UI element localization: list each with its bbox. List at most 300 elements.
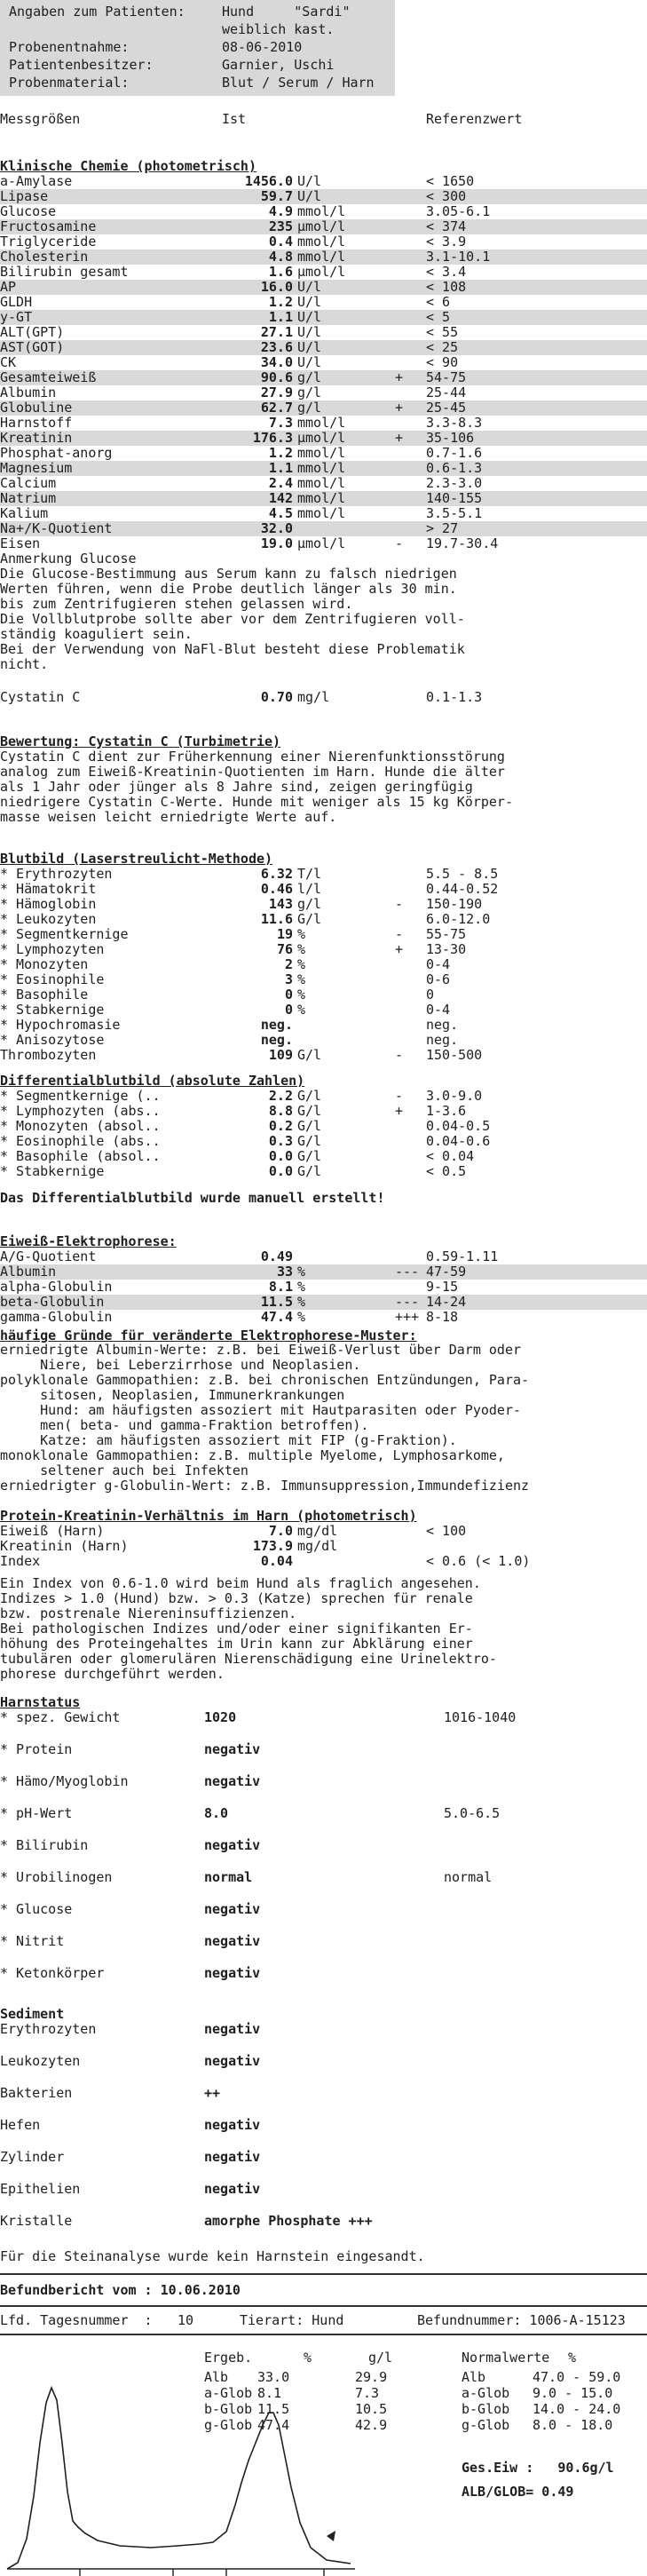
cell-name: Globuline — [0, 400, 73, 416]
cell-name: Epithelien — [0, 2181, 81, 2197]
cell-unit: mg/dl — [297, 1523, 338, 1539]
cell-unit: G/l — [297, 911, 322, 927]
table-row — [0, 987, 647, 1003]
table-row — [0, 506, 647, 521]
cell-name: Index — [0, 1553, 41, 1569]
cell-name: Zylinder — [0, 2149, 65, 2165]
table-row — [0, 295, 647, 310]
cell-unit: U/l — [297, 324, 322, 340]
cell-name: Lipase — [0, 188, 49, 204]
cell-value: 4.8 — [268, 249, 293, 265]
fraction-pct: 8.1 — [257, 2385, 282, 2401]
cell-ref: 14-24 — [426, 1294, 467, 1310]
patient-info-box: Angaben zum Patienten: Hund "Sardi" weiblich kast. Probenentnahme: 08-06-2010 Patientenbesitzer: Garnier, Uschi Probenmaterial: Blut / Serum / Harn — [0, 0, 395, 96]
cell-ref: < 374 — [426, 218, 467, 234]
table-row — [0, 1104, 647, 1119]
table-row — [0, 1966, 647, 1981]
cell-value: 19.0 — [260, 535, 293, 551]
cell-ref: < 55 — [426, 324, 459, 340]
table-row — [0, 1018, 647, 1033]
table-row — [0, 1264, 647, 1280]
diff-title: Differentialblutbild (absolute Zahlen) — [0, 1073, 305, 1089]
fraction-gl: 42.9 — [355, 2417, 388, 2433]
cell-name: Gesamteiweiß — [0, 369, 97, 385]
cell-value: negativ — [204, 1933, 261, 1949]
cell-ref: 0.6-1.3 — [426, 460, 483, 476]
cell-name: * Basophile (absol.. — [0, 1148, 161, 1164]
cell-value: negativ — [204, 2053, 261, 2069]
table-row — [0, 1280, 647, 1295]
fraction-row — [204, 2369, 639, 2385]
fraction-norm: 47.0 - 59.0 — [533, 2369, 621, 2385]
cell-name: Cholesterin — [0, 249, 89, 265]
cell-name: Eiweiß (Harn) — [0, 1523, 105, 1539]
cell-value: negativ — [204, 2117, 261, 2133]
cell-name: * Segmentkernige — [0, 926, 129, 942]
cell-value: 143 — [268, 896, 293, 912]
cell-ref: neg. — [426, 1017, 459, 1033]
cell-ref: 0-6 — [426, 971, 451, 987]
table-row — [0, 446, 647, 461]
table-row — [0, 325, 647, 340]
table-row — [0, 416, 647, 431]
cell-unit: mmol/l — [297, 445, 346, 461]
cell-name: * Segmentkernige (.. — [0, 1088, 161, 1104]
cell-ref: 25-44 — [426, 384, 467, 400]
table-row — [0, 1164, 647, 1179]
cell-value: 1.6 — [268, 264, 293, 280]
cell-unit: G/l — [297, 1088, 322, 1104]
fraction-gl: 29.9 — [355, 2369, 388, 2385]
cell-value: 173.9 — [252, 1538, 293, 1554]
cell-value: 47.4 — [260, 1309, 293, 1325]
cell-value: negativ — [204, 1837, 261, 1853]
cell-value: 235 — [268, 218, 293, 234]
cell-name: Thrombozyten — [0, 1047, 97, 1063]
cell-value: 0.3 — [268, 1133, 293, 1149]
cell-ref: < 90 — [426, 354, 459, 370]
cell-unit: % — [297, 971, 306, 987]
cell-name: Na+/K-Quotient — [0, 520, 113, 536]
table-row — [0, 340, 647, 355]
cell-ref: 8-18 — [426, 1309, 459, 1325]
cell-value: 1.1 — [268, 460, 293, 476]
cell-value: neg. — [260, 1032, 293, 1048]
table-row — [0, 1554, 647, 1569]
cell-unit: µmol/l — [297, 430, 346, 446]
cell-unit: U/l — [297, 173, 322, 189]
cell-value: amorphe Phosphate +++ — [204, 2213, 373, 2229]
cell-ref: 0.04-0.6 — [426, 1133, 491, 1149]
elektro-reasons-title: häufige Gründe für veränderte Elektrophorese-Muster: — [0, 1328, 417, 1343]
cell-value: 33 — [276, 1264, 293, 1280]
cell-name: * Hypochromasie — [0, 1017, 121, 1033]
fraction-gl: 10.5 — [355, 2401, 388, 2417]
cell-unit: G/l — [297, 1103, 322, 1119]
table-row — [0, 370, 647, 385]
diff-note: Das Differentialblutbild wurde manuell erstellt! — [0, 1190, 385, 1206]
cell-ref: 0.7-1.6 — [426, 445, 483, 461]
harn-title: Harnstatus — [0, 1694, 81, 1710]
cell-value: 1.1 — [268, 309, 293, 325]
cell-unit: mmol/l — [297, 415, 346, 431]
column-header: Messgrößen Ist Referenzwert — [0, 111, 523, 127]
cell-value: 1.2 — [268, 445, 293, 461]
cell-value: negativ — [204, 2149, 261, 2165]
cell-flag: + — [395, 400, 404, 416]
cell-unit: mg/dl — [297, 1538, 338, 1554]
cell-value: 6.32 — [260, 866, 293, 882]
cell-value: 2 — [284, 956, 293, 972]
cell-flag: + — [395, 1103, 404, 1119]
cell-ref: 0 — [426, 987, 435, 1003]
cell-name: * Lymphozyten — [0, 941, 105, 957]
table-row — [0, 1033, 647, 1048]
cell-unit: U/l — [297, 294, 322, 310]
cell-unit: U/l — [297, 354, 322, 370]
blutbild-title: Blutbild (Laserstreulicht-Methode) — [0, 851, 273, 867]
cell-unit: G/l — [297, 1133, 322, 1149]
alb-glob-ratio: ALB/GLOB= 0.49 — [462, 2484, 574, 2500]
table-row — [0, 219, 647, 234]
table-row — [0, 897, 647, 912]
table-row — [0, 882, 647, 897]
cell-unit: % — [297, 956, 306, 972]
table-row — [0, 1134, 647, 1149]
cell-value: 0.0 — [268, 1148, 293, 1164]
cell-value: 19 — [276, 926, 293, 942]
cell-ref: 5.5 - 8.5 — [426, 866, 499, 882]
table-row — [0, 1089, 647, 1104]
table-row — [0, 461, 647, 476]
cell-name: Triglyceride — [0, 234, 97, 250]
cell-value: 0 — [284, 987, 293, 1003]
table-row — [0, 2214, 647, 2229]
cell-ref: 2.3-3.0 — [426, 475, 483, 491]
table-row — [0, 250, 647, 265]
cell-value: 1.2 — [268, 294, 293, 310]
cell-value: 62.7 — [260, 400, 293, 416]
cell-value: negativ — [204, 2181, 261, 2197]
cell-unit: g/l — [297, 384, 322, 400]
fraction-row — [204, 2417, 639, 2433]
cell-name: Magnesium — [0, 460, 73, 476]
cell-ref: < 300 — [426, 188, 467, 204]
cell-unit: % — [297, 1002, 306, 1018]
cell-unit: % — [297, 987, 306, 1003]
table-row — [0, 1806, 647, 1821]
cell-value: negativ — [204, 2021, 261, 2037]
cell-value: 27.9 — [260, 384, 293, 400]
table-row — [0, 431, 647, 446]
fraction-norm: 14.0 - 24.0 — [533, 2401, 621, 2417]
table-row — [0, 957, 647, 972]
fraction-norm: 8.0 - 18.0 — [533, 2417, 613, 2433]
cell-name: * Erythrozyten — [0, 866, 113, 882]
cell-name: Natrium — [0, 490, 57, 506]
fraction-pct: 47.4 — [257, 2417, 290, 2433]
cell-value: 8.1 — [268, 1279, 293, 1295]
cell-unit: µmol/l — [297, 535, 346, 551]
cell-name: * Hämatokrit — [0, 881, 97, 897]
cell-value: ++ — [204, 2085, 221, 2101]
cell-unit: mmol/l — [297, 475, 346, 491]
cystatin-row: Cystatin C 0.70 mg/l 0.1-1.3 — [0, 689, 483, 705]
table-row — [0, 2182, 647, 2197]
cell-value: 76 — [276, 941, 293, 957]
cell-ref: 25-45 — [426, 400, 467, 416]
cell-ref: 9-15 — [426, 1279, 459, 1295]
cell-name: * Monozyten — [0, 956, 89, 972]
table-row — [0, 1524, 647, 1539]
cell-name: CK — [0, 354, 17, 370]
table-row — [0, 1249, 647, 1264]
cell-name: GLDH — [0, 294, 33, 310]
cell-name: * spez. Gewicht — [0, 1709, 121, 1725]
cell-value: negativ — [204, 1965, 261, 1981]
cell-flag: - — [395, 1088, 404, 1104]
protein-title: Protein-Kreatinin-Verhältnis im Harn (photometrisch) — [0, 1508, 417, 1524]
cell-value: 23.6 — [260, 339, 293, 355]
table-row — [0, 1310, 647, 1325]
fraction-name: g-Glob — [462, 2417, 510, 2433]
cell-name: * Lymphozyten (abs.. — [0, 1103, 161, 1119]
cell-name: Albumin — [0, 384, 57, 400]
cell-unit: mmol/l — [297, 460, 346, 476]
cell-ref: < 25 — [426, 339, 459, 355]
cell-ref: 3.1-10.1 — [426, 249, 491, 265]
cell-value: 32.0 — [260, 520, 293, 536]
cell-value: 8.0 — [204, 1805, 229, 1821]
cell-name: Kristalle — [0, 2213, 73, 2229]
table-row — [0, 521, 647, 536]
cell-value: 27.1 — [260, 324, 293, 340]
glucose-note-title: Anmerkung Glucose — [0, 551, 137, 567]
cell-value: 109 — [268, 1047, 293, 1063]
cell-flag: - — [395, 926, 404, 942]
cell-name: Fructosamine — [0, 218, 97, 234]
cell-name: Bakterien — [0, 2085, 73, 2101]
cell-name: * pH-Wert — [0, 1805, 73, 1821]
table-row — [0, 1710, 647, 1725]
elektro-title: Eiweiß-Elektrophorese: — [0, 1233, 177, 1249]
cell-unit: % — [297, 1279, 306, 1295]
table-row — [0, 280, 647, 295]
glucose-note-text: Die Glucose-Bestimmung aus Serum kann zu falsch niedrigen Werten führen, wenn die Probe deutlich länger als 30 min. bis zum Zentrifugieren stehen gelassen wird. Die Vollblutprobe sollte aber vor dem Zentrifugieren voll- ständig koaguliert sein. Bei der Verwendung von NaFl-Blut besteht diese Problematik nicht. — [0, 566, 465, 672]
cell-flag: - — [395, 535, 404, 551]
cell-value: negativ — [204, 1901, 261, 1917]
fraction-head-row: Ergeb. % g/l Normalwerte % — [204, 2350, 577, 2366]
fraction-name: b-Glob — [204, 2401, 253, 2417]
cell-unit: U/l — [297, 309, 322, 325]
cell-ref: < 100 — [426, 1523, 467, 1539]
table-row — [0, 1149, 647, 1164]
cell-name: * Ketonkörper — [0, 1965, 105, 1981]
cell-unit: % — [297, 926, 306, 942]
cell-ref: 0.44-0.52 — [426, 881, 499, 897]
cell-value: 0.2 — [268, 1118, 293, 1134]
cell-value: 7.3 — [268, 415, 293, 431]
table-row — [0, 942, 647, 957]
cell-name: * Stabkernige — [0, 1163, 105, 1179]
cell-value: 142 — [268, 490, 293, 506]
divider-2 — [0, 2305, 647, 2307]
cystatin-note-title: Bewertung: Cystatin C (Turbimetrie) — [0, 733, 281, 749]
cell-value: 0.04 — [260, 1553, 293, 1569]
table-row — [0, 1838, 647, 1853]
cell-name: * Leukozyten — [0, 911, 97, 927]
table-row — [0, 1774, 647, 1789]
cell-flag: + — [395, 430, 404, 446]
harn-note: Für die Steinanalyse wurde kein Harnstein eingesandt. — [0, 2248, 425, 2264]
table-row — [0, 189, 647, 204]
cell-ref: 3.5-5.1 — [426, 505, 483, 521]
cell-value: 16.0 — [260, 279, 293, 295]
table-row — [0, 310, 647, 325]
table-row — [0, 1742, 647, 1757]
cell-flag: +++ — [395, 1309, 420, 1325]
table-row — [0, 265, 647, 280]
table-row — [0, 174, 647, 189]
elektro-reasons-text: erniedrigte Albumin-Werte: z.B. bei Eiweiß-Verlust über Darm oder Niere, bei Leberzirrhose und Neoplasien. polyklonale Gammopathien: z.B. bei chronischen Entzündungen, Para- sitosen, Neoplasien, Immunerkrankungen Hund: am häufigsten assoziert mit Hautparasiten oder Pyoder- men( beta- und gamma-Fraktion betroffen). Katze: am häufigsten assoziert mit FIP (g-Fraktion). monoklonale Gammopathien: z.B. multiple Myelome, Lymphosarkome, seltener auch bei Infekten erniedrigter g-Globulin-Wert: z.B. Immunsuppression,Immundefizienz — [0, 1342, 530, 1494]
cell-ref: 13-30 — [426, 941, 467, 957]
fraction-name: Alb — [462, 2369, 486, 2385]
cell-ref: 3.3-8.3 — [426, 415, 483, 431]
cell-ref: < 3.9 — [426, 234, 467, 250]
fraction-row — [204, 2385, 639, 2401]
table-row — [0, 912, 647, 927]
cell-name: * Anisozytose — [0, 1032, 105, 1048]
cell-unit: % — [297, 1309, 306, 1325]
cell-value: 11.6 — [260, 911, 293, 927]
cell-flag: --- — [395, 1294, 420, 1310]
cell-name: Leukozyten — [0, 2053, 81, 2069]
ges-eiw: Ges.Eiw : 90.6g/l — [462, 2460, 614, 2476]
cell-unit: mmol/l — [297, 490, 346, 506]
divider-1 — [0, 2273, 647, 2275]
table-row — [0, 491, 647, 506]
cell-value: 34.0 — [260, 354, 293, 370]
cell-ref: < 0.04 — [426, 1148, 475, 1164]
cell-ref: < 108 — [426, 279, 467, 295]
cell-unit: U/l — [297, 188, 322, 204]
cell-name: alpha-Globulin — [0, 1279, 113, 1295]
cell-unit: % — [297, 1264, 306, 1280]
fraction-name: a-Glob — [204, 2385, 253, 2401]
table-row — [0, 2150, 647, 2165]
cell-ref: neg. — [426, 1032, 459, 1048]
divider-3 — [0, 2334, 647, 2335]
cell-value: 0.46 — [260, 881, 293, 897]
cell-unit: % — [297, 1294, 306, 1310]
fraction-norm: 9.0 - 15.0 — [533, 2385, 613, 2401]
table-row — [0, 1295, 647, 1310]
cell-name: Kalium — [0, 505, 49, 521]
cell-value: 1456.0 — [244, 173, 293, 189]
cell-value: normal — [204, 1869, 253, 1885]
fraction-name: a-Glob — [462, 2385, 510, 2401]
cell-value: 8.8 — [268, 1103, 293, 1119]
table-row — [0, 204, 647, 219]
chemie-title: Klinische Chemie (photometrisch) — [0, 158, 256, 174]
cell-name: Bilirubin gesamt — [0, 264, 129, 280]
cell-ref: 150-190 — [426, 896, 483, 912]
cell-name: * Monozyten (absol.. — [0, 1118, 161, 1134]
cell-value: 176.3 — [252, 430, 293, 446]
cell-flag: - — [395, 896, 404, 912]
cell-name: * Protein — [0, 1741, 73, 1757]
cell-value: 2.4 — [268, 475, 293, 491]
cell-ref: 140-155 — [426, 490, 483, 506]
cell-ref: 150-500 — [426, 1047, 483, 1063]
table-row — [0, 476, 647, 491]
cell-name: * Hämoglobin — [0, 896, 97, 912]
cell-ref: 5.0-6.5 — [444, 1805, 501, 1821]
table-row — [0, 385, 647, 400]
befund-meta-row: Lfd. Tagesnummer : 10 Tierart: Hund Befundnummer: 1006-A-15123 — [0, 2312, 626, 2328]
cell-name: Erythrozyten — [0, 2021, 97, 2037]
table-row — [0, 1539, 647, 1554]
cell-value: 0.49 — [260, 1248, 293, 1264]
cell-value: 1020 — [204, 1709, 237, 1725]
table-row — [0, 972, 647, 987]
cell-unit: U/l — [297, 339, 322, 355]
cell-value: 2.2 — [268, 1088, 293, 1104]
cell-value: 4.5 — [268, 505, 293, 521]
cell-unit: G/l — [297, 1163, 322, 1179]
cell-flag: + — [395, 941, 404, 957]
cell-name: AP — [0, 279, 17, 295]
cell-name: * Glucose — [0, 1901, 73, 1917]
cell-unit: mmol/l — [297, 203, 346, 219]
cell-ref: < 0.5 — [426, 1163, 467, 1179]
cell-unit: µmol/l — [297, 218, 346, 234]
cell-ref: 47-59 — [426, 1264, 467, 1280]
table-row — [0, 355, 647, 370]
cell-value: 0 — [284, 1002, 293, 1018]
cell-unit: % — [297, 941, 306, 957]
cystatin-note-text: Cystatin C dient zur Früherkennung einer Nierenfunktionsstörung analog zum Eiweiß-Kreatinin-Quotienten im Harn. Hunde die älter als 1 Jahr oder jünger als 8 Jahre sind, zeigen geringfügig niedrigere Cystatin C-Werte. Hunde mit weniger als 15 kg Körper- masse weisen leicht erniedrigte Werte auf. — [0, 749, 513, 825]
cell-value: 90.6 — [260, 369, 293, 385]
cell-ref: < 1650 — [426, 173, 475, 189]
cell-unit: mmol/l — [297, 505, 346, 521]
cell-name: Glucose — [0, 203, 57, 219]
cell-unit: G/l — [297, 1118, 322, 1134]
cell-name: * Stabkernige — [0, 1002, 105, 1018]
table-row — [0, 1934, 647, 1949]
table-row — [0, 2054, 647, 2069]
cell-ref: 1-3.6 — [426, 1103, 467, 1119]
cell-name: * Basophile — [0, 987, 89, 1003]
table-row — [0, 1902, 647, 1917]
table-row — [0, 234, 647, 250]
cell-value: 0.0 — [268, 1163, 293, 1179]
cell-ref: 0-4 — [426, 956, 451, 972]
cell-name: * Eosinophile — [0, 971, 105, 987]
cell-name: * Bilirubin — [0, 1837, 89, 1853]
cell-unit: G/l — [297, 1148, 322, 1164]
cell-value: 11.5 — [260, 1294, 293, 1310]
cell-ref: 3.0-9.0 — [426, 1088, 483, 1104]
cell-unit: T/l — [297, 866, 322, 882]
cell-ref: 55-75 — [426, 926, 467, 942]
cell-name: Hefen — [0, 2117, 41, 2133]
cell-unit: µmol/l — [297, 264, 346, 280]
cell-unit: g/l — [297, 896, 322, 912]
cell-name: Kreatinin — [0, 430, 73, 446]
table-row — [0, 2086, 647, 2101]
cell-value: 0.4 — [268, 234, 293, 250]
